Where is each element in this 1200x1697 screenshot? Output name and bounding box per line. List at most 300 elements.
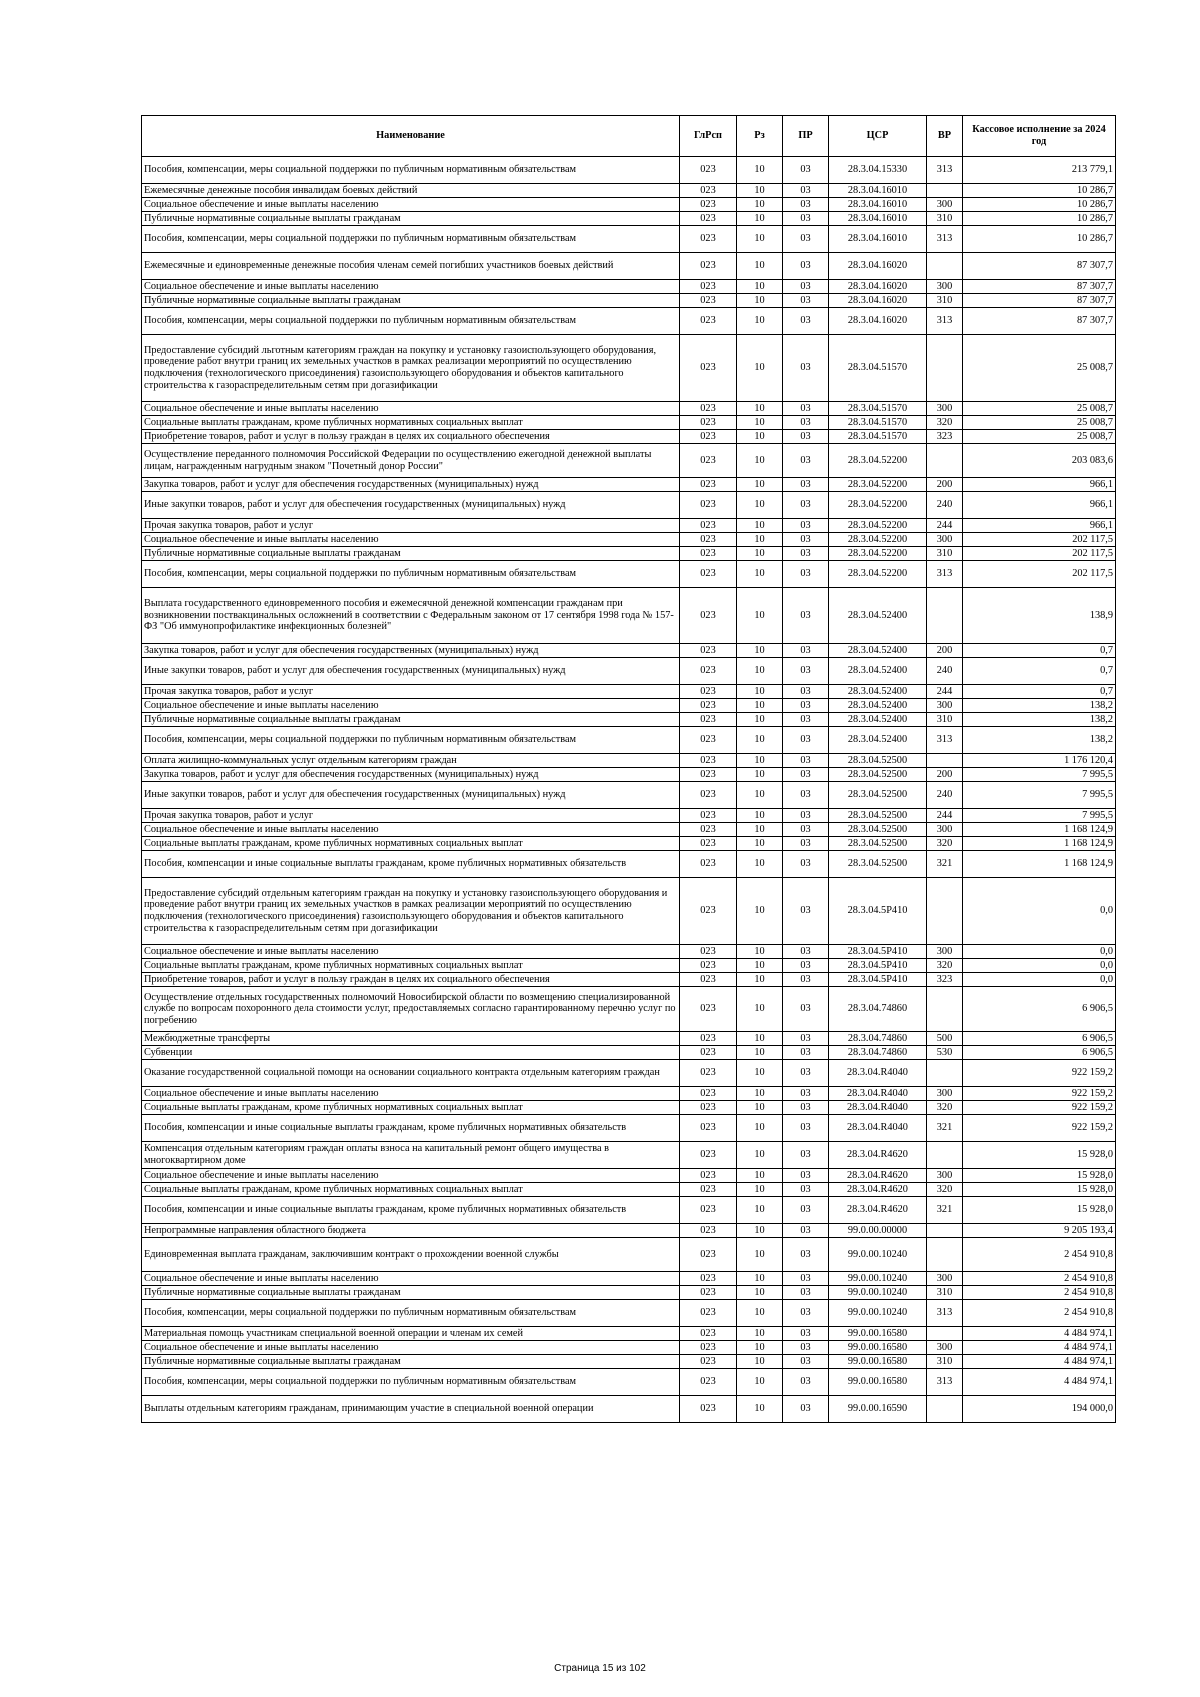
row-pr: 03 — [783, 823, 829, 837]
row-csr: 99.0.00.16580 — [829, 1341, 927, 1355]
row-csr: 28.3.04.16010 — [829, 198, 927, 212]
row-rz: 10 — [737, 1341, 783, 1355]
row-amount: 0,0 — [963, 973, 1116, 987]
row-name: Пособия, компенсации, меры социальной поддержки по публичным нормативным обязательствам — [142, 1300, 680, 1327]
row-rz: 10 — [737, 533, 783, 547]
row-glrsp: 023 — [680, 1060, 737, 1087]
row-amount: 15 928,0 — [963, 1142, 1116, 1169]
row-csr: 28.3.04.16020 — [829, 308, 927, 335]
row-glrsp: 023 — [680, 1087, 737, 1101]
row-glrsp: 023 — [680, 1341, 737, 1355]
row-name: Закупка товаров, работ и услуг для обеспечения государственных (муниципальных) нужд — [142, 768, 680, 782]
row-glrsp: 023 — [680, 699, 737, 713]
row-vr: 244 — [927, 519, 963, 533]
row-vr: 300 — [927, 1272, 963, 1286]
row-vr: 200 — [927, 644, 963, 658]
row-glrsp: 023 — [680, 878, 737, 945]
row-rz: 10 — [737, 685, 783, 699]
row-name: Пособия, компенсации и иные социальные выплаты гражданам, кроме публичных нормативных обязательств — [142, 851, 680, 878]
row-glrsp: 023 — [680, 1396, 737, 1423]
row-pr: 03 — [783, 253, 829, 280]
row-amount: 194 000,0 — [963, 1396, 1116, 1423]
row-pr: 03 — [783, 198, 829, 212]
row-vr: 313 — [927, 308, 963, 335]
row-glrsp: 023 — [680, 658, 737, 685]
row-name: Пособия, компенсации, меры социальной поддержки по публичным нормативным обязательствам — [142, 1369, 680, 1396]
row-glrsp: 023 — [680, 1286, 737, 1300]
row-pr: 03 — [783, 335, 829, 402]
table-row — [142, 878, 1116, 945]
row-amount: 87 307,7 — [963, 294, 1116, 308]
row-csr: 28.3.04.15330 — [829, 157, 927, 184]
table-row — [142, 294, 1116, 308]
row-amount: 1 168 124,9 — [963, 851, 1116, 878]
row-csr: 28.3.04.52400 — [829, 658, 927, 685]
row-vr: 300 — [927, 198, 963, 212]
row-pr: 03 — [783, 1197, 829, 1224]
page-number: Страница 15 из 102 — [554, 1663, 646, 1674]
row-vr: 313 — [927, 561, 963, 588]
row-pr: 03 — [783, 280, 829, 294]
row-vr: 310 — [927, 294, 963, 308]
row-rz: 10 — [737, 294, 783, 308]
row-csr: 28.3.04.51570 — [829, 430, 927, 444]
row-glrsp: 023 — [680, 588, 737, 644]
row-glrsp: 023 — [680, 1115, 737, 1142]
row-rz: 10 — [737, 658, 783, 685]
row-pr: 03 — [783, 212, 829, 226]
row-amount: 0,0 — [963, 945, 1116, 959]
row-vr: 323 — [927, 430, 963, 444]
table-row — [142, 198, 1116, 212]
row-glrsp: 023 — [680, 987, 737, 1032]
row-amount: 138,2 — [963, 727, 1116, 754]
table-row — [142, 226, 1116, 253]
row-glrsp: 023 — [680, 561, 737, 588]
row-vr — [927, 1060, 963, 1087]
row-pr: 03 — [783, 1032, 829, 1046]
row-csr: 28.3.04.52400 — [829, 713, 927, 727]
row-rz: 10 — [737, 987, 783, 1032]
table-row — [142, 959, 1116, 973]
row-vr: 300 — [927, 533, 963, 547]
row-csr: 28.3.04.R4620 — [829, 1142, 927, 1169]
row-pr: 03 — [783, 444, 829, 478]
row-csr: 28.3.04.52200 — [829, 547, 927, 561]
row-vr — [927, 987, 963, 1032]
row-glrsp: 023 — [680, 727, 737, 754]
row-csr: 28.3.04.5Р410 — [829, 945, 927, 959]
row-csr: 28.3.04.52400 — [829, 588, 927, 644]
row-vr: 313 — [927, 157, 963, 184]
row-pr: 03 — [783, 547, 829, 561]
row-name: Оплата жилищно-коммунальных услуг отдельным категориям граждан — [142, 754, 680, 768]
row-pr: 03 — [783, 713, 829, 727]
row-vr: 320 — [927, 1183, 963, 1197]
row-name: Социальное обеспечение и иные выплаты населению — [142, 1341, 680, 1355]
row-csr: 99.0.00.10240 — [829, 1238, 927, 1272]
table-row — [142, 157, 1116, 184]
row-name: Осуществление переданного полномочия Российской Федерации по осуществлению ежегодной денежной выплаты лицам, награжденным нагрудным знаком "Почетный донор России" — [142, 444, 680, 478]
row-name: Социальное обеспечение и иные выплаты населению — [142, 823, 680, 837]
row-csr: 28.3.04.52200 — [829, 478, 927, 492]
row-glrsp: 023 — [680, 1197, 737, 1224]
row-vr: 240 — [927, 782, 963, 809]
row-csr: 28.3.04.52400 — [829, 644, 927, 658]
row-name: Публичные нормативные социальные выплаты гражданам — [142, 713, 680, 727]
row-vr — [927, 1224, 963, 1238]
row-glrsp: 023 — [680, 851, 737, 878]
row-pr: 03 — [783, 184, 829, 198]
row-pr: 03 — [783, 416, 829, 430]
row-name: Ежемесячные и единовременные денежные пособия членам семей погибших участников боевых действий — [142, 253, 680, 280]
row-amount: 10 286,7 — [963, 226, 1116, 253]
table-row — [142, 1238, 1116, 1272]
row-csr: 28.3.04.R4040 — [829, 1087, 927, 1101]
row-name: Пособия, компенсации, меры социальной поддержки по публичным нормативным обязательствам — [142, 727, 680, 754]
row-glrsp: 023 — [680, 1101, 737, 1115]
row-pr: 03 — [783, 1272, 829, 1286]
row-rz: 10 — [737, 1169, 783, 1183]
table-row — [142, 713, 1116, 727]
table-row — [142, 1327, 1116, 1341]
row-name: Непрограммные направления областного бюджета — [142, 1224, 680, 1238]
row-rz: 10 — [737, 644, 783, 658]
table-row — [142, 402, 1116, 416]
row-glrsp: 023 — [680, 809, 737, 823]
row-pr: 03 — [783, 1286, 829, 1300]
row-pr: 03 — [783, 478, 829, 492]
row-csr: 28.3.04.52200 — [829, 444, 927, 478]
row-csr: 28.3.04.R4040 — [829, 1101, 927, 1115]
table-row — [142, 280, 1116, 294]
row-pr: 03 — [783, 430, 829, 444]
row-glrsp: 023 — [680, 308, 737, 335]
table-row — [142, 837, 1116, 851]
row-rz: 10 — [737, 1369, 783, 1396]
row-rz: 10 — [737, 713, 783, 727]
row-pr: 03 — [783, 1327, 829, 1341]
row-vr — [927, 444, 963, 478]
row-glrsp: 023 — [680, 1142, 737, 1169]
row-name: Компенсация отдельным категориям граждан оплаты взноса на капитальный ремонт общего имущества в многоквартирном доме — [142, 1142, 680, 1169]
row-rz: 10 — [737, 1183, 783, 1197]
row-rz: 10 — [737, 416, 783, 430]
table-row — [142, 1272, 1116, 1286]
row-amount: 2 454 910,8 — [963, 1286, 1116, 1300]
row-vr: 320 — [927, 837, 963, 851]
row-vr: 321 — [927, 1115, 963, 1142]
table-row — [142, 1197, 1116, 1224]
row-csr: 28.3.04.52200 — [829, 561, 927, 588]
row-name: Прочая закупка товаров, работ и услуг — [142, 809, 680, 823]
table-row — [142, 1032, 1116, 1046]
row-name: Пособия, компенсации, меры социальной поддержки по публичным нормативным обязательствам — [142, 157, 680, 184]
row-vr: 321 — [927, 851, 963, 878]
table-row — [142, 1169, 1116, 1183]
row-glrsp: 023 — [680, 945, 737, 959]
table-row — [142, 809, 1116, 823]
row-glrsp: 023 — [680, 1169, 737, 1183]
row-pr: 03 — [783, 1369, 829, 1396]
row-vr: 200 — [927, 478, 963, 492]
row-amount: 0,7 — [963, 644, 1116, 658]
row-rz: 10 — [737, 1115, 783, 1142]
row-amount: 0,7 — [963, 658, 1116, 685]
header-rz: Рз — [737, 116, 783, 157]
row-csr: 28.3.04.52500 — [829, 851, 927, 878]
row-rz: 10 — [737, 519, 783, 533]
row-pr: 03 — [783, 1046, 829, 1060]
header-csr: ЦСР — [829, 116, 927, 157]
row-vr: 313 — [927, 1369, 963, 1396]
row-vr: 320 — [927, 1101, 963, 1115]
row-glrsp: 023 — [680, 1224, 737, 1238]
row-name: Единовременная выплата гражданам, заключившим контракт о прохождении военной службы — [142, 1238, 680, 1272]
row-vr: 300 — [927, 402, 963, 416]
row-amount: 138,9 — [963, 588, 1116, 644]
row-csr: 28.3.04.52400 — [829, 727, 927, 754]
row-csr: 28.3.04.5Р410 — [829, 878, 927, 945]
row-csr: 99.0.00.10240 — [829, 1272, 927, 1286]
row-pr: 03 — [783, 1060, 829, 1087]
row-name: Социальное обеспечение и иные выплаты населению — [142, 533, 680, 547]
row-csr: 28.3.04.16020 — [829, 280, 927, 294]
row-vr: 321 — [927, 1197, 963, 1224]
row-rz: 10 — [737, 561, 783, 588]
row-rz: 10 — [737, 1142, 783, 1169]
row-vr — [927, 1327, 963, 1341]
row-csr: 28.3.04.R4040 — [829, 1060, 927, 1087]
row-csr: 99.0.00.10240 — [829, 1300, 927, 1327]
row-pr: 03 — [783, 878, 829, 945]
row-glrsp: 023 — [680, 533, 737, 547]
row-rz: 10 — [737, 878, 783, 945]
row-rz: 10 — [737, 1197, 783, 1224]
row-pr: 03 — [783, 308, 829, 335]
row-amount: 0,0 — [963, 959, 1116, 973]
row-name: Ежемесячные денежные пособия инвалидам боевых действий — [142, 184, 680, 198]
row-amount: 1 168 124,9 — [963, 837, 1116, 851]
row-name: Социальное обеспечение и иные выплаты населению — [142, 402, 680, 416]
row-vr — [927, 754, 963, 768]
row-pr: 03 — [783, 1142, 829, 1169]
budget-table — [141, 115, 1116, 1423]
row-csr: 28.3.04.52200 — [829, 533, 927, 547]
table-row — [142, 1060, 1116, 1087]
row-amount: 922 159,2 — [963, 1115, 1116, 1142]
row-csr: 99.0.00.00000 — [829, 1224, 927, 1238]
row-vr: 300 — [927, 1341, 963, 1355]
row-rz: 10 — [737, 253, 783, 280]
row-vr: 530 — [927, 1046, 963, 1060]
row-glrsp: 023 — [680, 478, 737, 492]
row-name: Социальные выплаты гражданам, кроме публичных нормативных социальных выплат — [142, 837, 680, 851]
row-rz: 10 — [737, 837, 783, 851]
row-amount: 25 008,7 — [963, 416, 1116, 430]
row-amount: 213 779,1 — [963, 157, 1116, 184]
row-csr: 99.0.00.10240 — [829, 1286, 927, 1300]
row-csr: 28.3.04.51570 — [829, 402, 927, 416]
row-name: Прочая закупка товаров, работ и услуг — [142, 685, 680, 699]
row-name: Социальное обеспечение и иные выплаты населению — [142, 198, 680, 212]
row-rz: 10 — [737, 280, 783, 294]
table-row — [142, 658, 1116, 685]
row-name: Выплаты отдельным категориям гражданам, принимающим участие в специальной военной операции — [142, 1396, 680, 1423]
table-row — [142, 1183, 1116, 1197]
row-csr: 28.3.04.51570 — [829, 335, 927, 402]
row-vr — [927, 878, 963, 945]
row-glrsp: 023 — [680, 444, 737, 478]
row-name: Социальные выплаты гражданам, кроме публичных нормативных социальных выплат — [142, 1183, 680, 1197]
row-amount: 922 159,2 — [963, 1060, 1116, 1087]
row-amount: 25 008,7 — [963, 335, 1116, 402]
row-amount: 25 008,7 — [963, 430, 1116, 444]
row-pr: 03 — [783, 1341, 829, 1355]
row-glrsp: 023 — [680, 547, 737, 561]
table-row — [142, 768, 1116, 782]
row-pr: 03 — [783, 519, 829, 533]
row-vr — [927, 588, 963, 644]
row-name: Пособия, компенсации, меры социальной поддержки по публичным нормативным обязательствам — [142, 308, 680, 335]
table-row — [142, 1142, 1116, 1169]
row-glrsp: 023 — [680, 959, 737, 973]
table-row — [142, 973, 1116, 987]
row-name: Закупка товаров, работ и услуг для обеспечения государственных (муниципальных) нужд — [142, 478, 680, 492]
row-amount: 1 176 120,4 — [963, 754, 1116, 768]
row-name: Межбюджетные трансферты — [142, 1032, 680, 1046]
table-row — [142, 823, 1116, 837]
row-glrsp: 023 — [680, 685, 737, 699]
row-pr: 03 — [783, 294, 829, 308]
row-glrsp: 023 — [680, 1183, 737, 1197]
row-glrsp: 023 — [680, 644, 737, 658]
row-rz: 10 — [737, 335, 783, 402]
row-vr — [927, 335, 963, 402]
table-row — [142, 253, 1116, 280]
row-csr: 28.3.04.52500 — [829, 837, 927, 851]
row-amount: 966,1 — [963, 492, 1116, 519]
row-glrsp: 023 — [680, 157, 737, 184]
row-pr: 03 — [783, 1224, 829, 1238]
row-vr — [927, 1142, 963, 1169]
row-pr: 03 — [783, 959, 829, 973]
table-row — [142, 1369, 1116, 1396]
row-name: Социальное обеспечение и иные выплаты населению — [142, 280, 680, 294]
row-name: Социальное обеспечение и иные выплаты населению — [142, 1087, 680, 1101]
row-amount: 87 307,7 — [963, 253, 1116, 280]
row-name: Приобретение товаров, работ и услуг в пользу граждан в целях их социального обеспечения — [142, 973, 680, 987]
row-rz: 10 — [737, 823, 783, 837]
row-amount: 6 906,5 — [963, 1046, 1116, 1060]
row-amount: 2 454 910,8 — [963, 1238, 1116, 1272]
table-row — [142, 727, 1116, 754]
row-rz: 10 — [737, 1286, 783, 1300]
row-csr: 28.3.04.5Р410 — [829, 959, 927, 973]
row-pr: 03 — [783, 226, 829, 253]
row-pr: 03 — [783, 851, 829, 878]
row-name: Социальное обеспечение и иные выплаты населению — [142, 1272, 680, 1286]
row-glrsp: 023 — [680, 1355, 737, 1369]
row-csr: 28.3.04.52500 — [829, 809, 927, 823]
table-row — [142, 1300, 1116, 1327]
row-name: Предоставление субсидий льготным категориям граждан на покупку и установку газоиспользующего оборудования, проведение работ внутри границ их земельных участков в рамках реализации мероприятий по осуществлению подключения (технологического присоединения) газоиспользующего оборудования и объектов капитального строительства к газораспределительным сетям при догазификации — [142, 335, 680, 402]
row-rz: 10 — [737, 1032, 783, 1046]
row-rz: 10 — [737, 226, 783, 253]
row-vr: 244 — [927, 809, 963, 823]
table-row — [142, 1115, 1116, 1142]
table-row — [142, 699, 1116, 713]
row-csr: 28.3.04.74860 — [829, 1046, 927, 1060]
row-amount: 10 286,7 — [963, 184, 1116, 198]
table-row — [142, 478, 1116, 492]
row-amount: 0,7 — [963, 685, 1116, 699]
table-row — [142, 588, 1116, 644]
row-vr: 300 — [927, 280, 963, 294]
row-pr: 03 — [783, 561, 829, 588]
row-csr: 28.3.04.16010 — [829, 184, 927, 198]
row-csr: 28.3.04.16020 — [829, 253, 927, 280]
row-glrsp: 023 — [680, 184, 737, 198]
row-rz: 10 — [737, 959, 783, 973]
row-name: Оказание государственной социальной помощи на основании социального контракта отдельным категориям граждан — [142, 1060, 680, 1087]
row-name: Социальное обеспечение и иные выплаты населению — [142, 1169, 680, 1183]
row-pr: 03 — [783, 533, 829, 547]
row-rz: 10 — [737, 492, 783, 519]
row-name: Материальная помощь участникам специальной военной операции и членам их семей — [142, 1327, 680, 1341]
row-glrsp: 023 — [680, 837, 737, 851]
row-vr — [927, 184, 963, 198]
row-csr: 99.0.00.16580 — [829, 1369, 927, 1396]
header-pr: ПР — [783, 116, 829, 157]
row-name: Осуществление отдельных государственных полномочий Новосибирской области по возмещению специализированной службе по вопросам похоронного дела стоимости услуг, предоставляемых согласно гарантированному перечню услуг по погребению — [142, 987, 680, 1032]
row-amount: 202 117,5 — [963, 561, 1116, 588]
row-amount: 9 205 193,4 — [963, 1224, 1116, 1238]
row-csr: 28.3.04.52500 — [829, 823, 927, 837]
row-amount: 966,1 — [963, 478, 1116, 492]
row-glrsp: 023 — [680, 1272, 737, 1286]
row-name: Пособия, компенсации и иные социальные выплаты гражданам, кроме публичных нормативных обязательств — [142, 1197, 680, 1224]
row-csr: 28.3.04.52400 — [829, 685, 927, 699]
row-vr: 300 — [927, 823, 963, 837]
row-pr: 03 — [783, 987, 829, 1032]
row-vr: 240 — [927, 658, 963, 685]
row-pr: 03 — [783, 837, 829, 851]
row-vr — [927, 253, 963, 280]
row-vr: 320 — [927, 959, 963, 973]
row-name: Иные закупки товаров, работ и услуг для обеспечения государственных (муниципальных) нужд — [142, 658, 680, 685]
row-csr: 99.0.00.16590 — [829, 1396, 927, 1423]
table-row — [142, 184, 1116, 198]
row-vr — [927, 1396, 963, 1423]
row-glrsp: 023 — [680, 782, 737, 809]
row-csr: 99.0.00.16580 — [829, 1355, 927, 1369]
row-rz: 10 — [737, 973, 783, 987]
table-row — [142, 1341, 1116, 1355]
row-pr: 03 — [783, 658, 829, 685]
table-row — [142, 1286, 1116, 1300]
row-pr: 03 — [783, 1087, 829, 1101]
row-pr: 03 — [783, 1169, 829, 1183]
row-csr: 28.3.04.74860 — [829, 1032, 927, 1046]
row-amount: 6 906,5 — [963, 987, 1116, 1032]
row-name: Приобретение товаров, работ и услуг в пользу граждан в целях их социального обеспечения — [142, 430, 680, 444]
row-vr: 313 — [927, 1300, 963, 1327]
row-amount: 202 117,5 — [963, 547, 1116, 561]
row-name: Субвенции — [142, 1046, 680, 1060]
row-rz: 10 — [737, 588, 783, 644]
row-glrsp: 023 — [680, 492, 737, 519]
